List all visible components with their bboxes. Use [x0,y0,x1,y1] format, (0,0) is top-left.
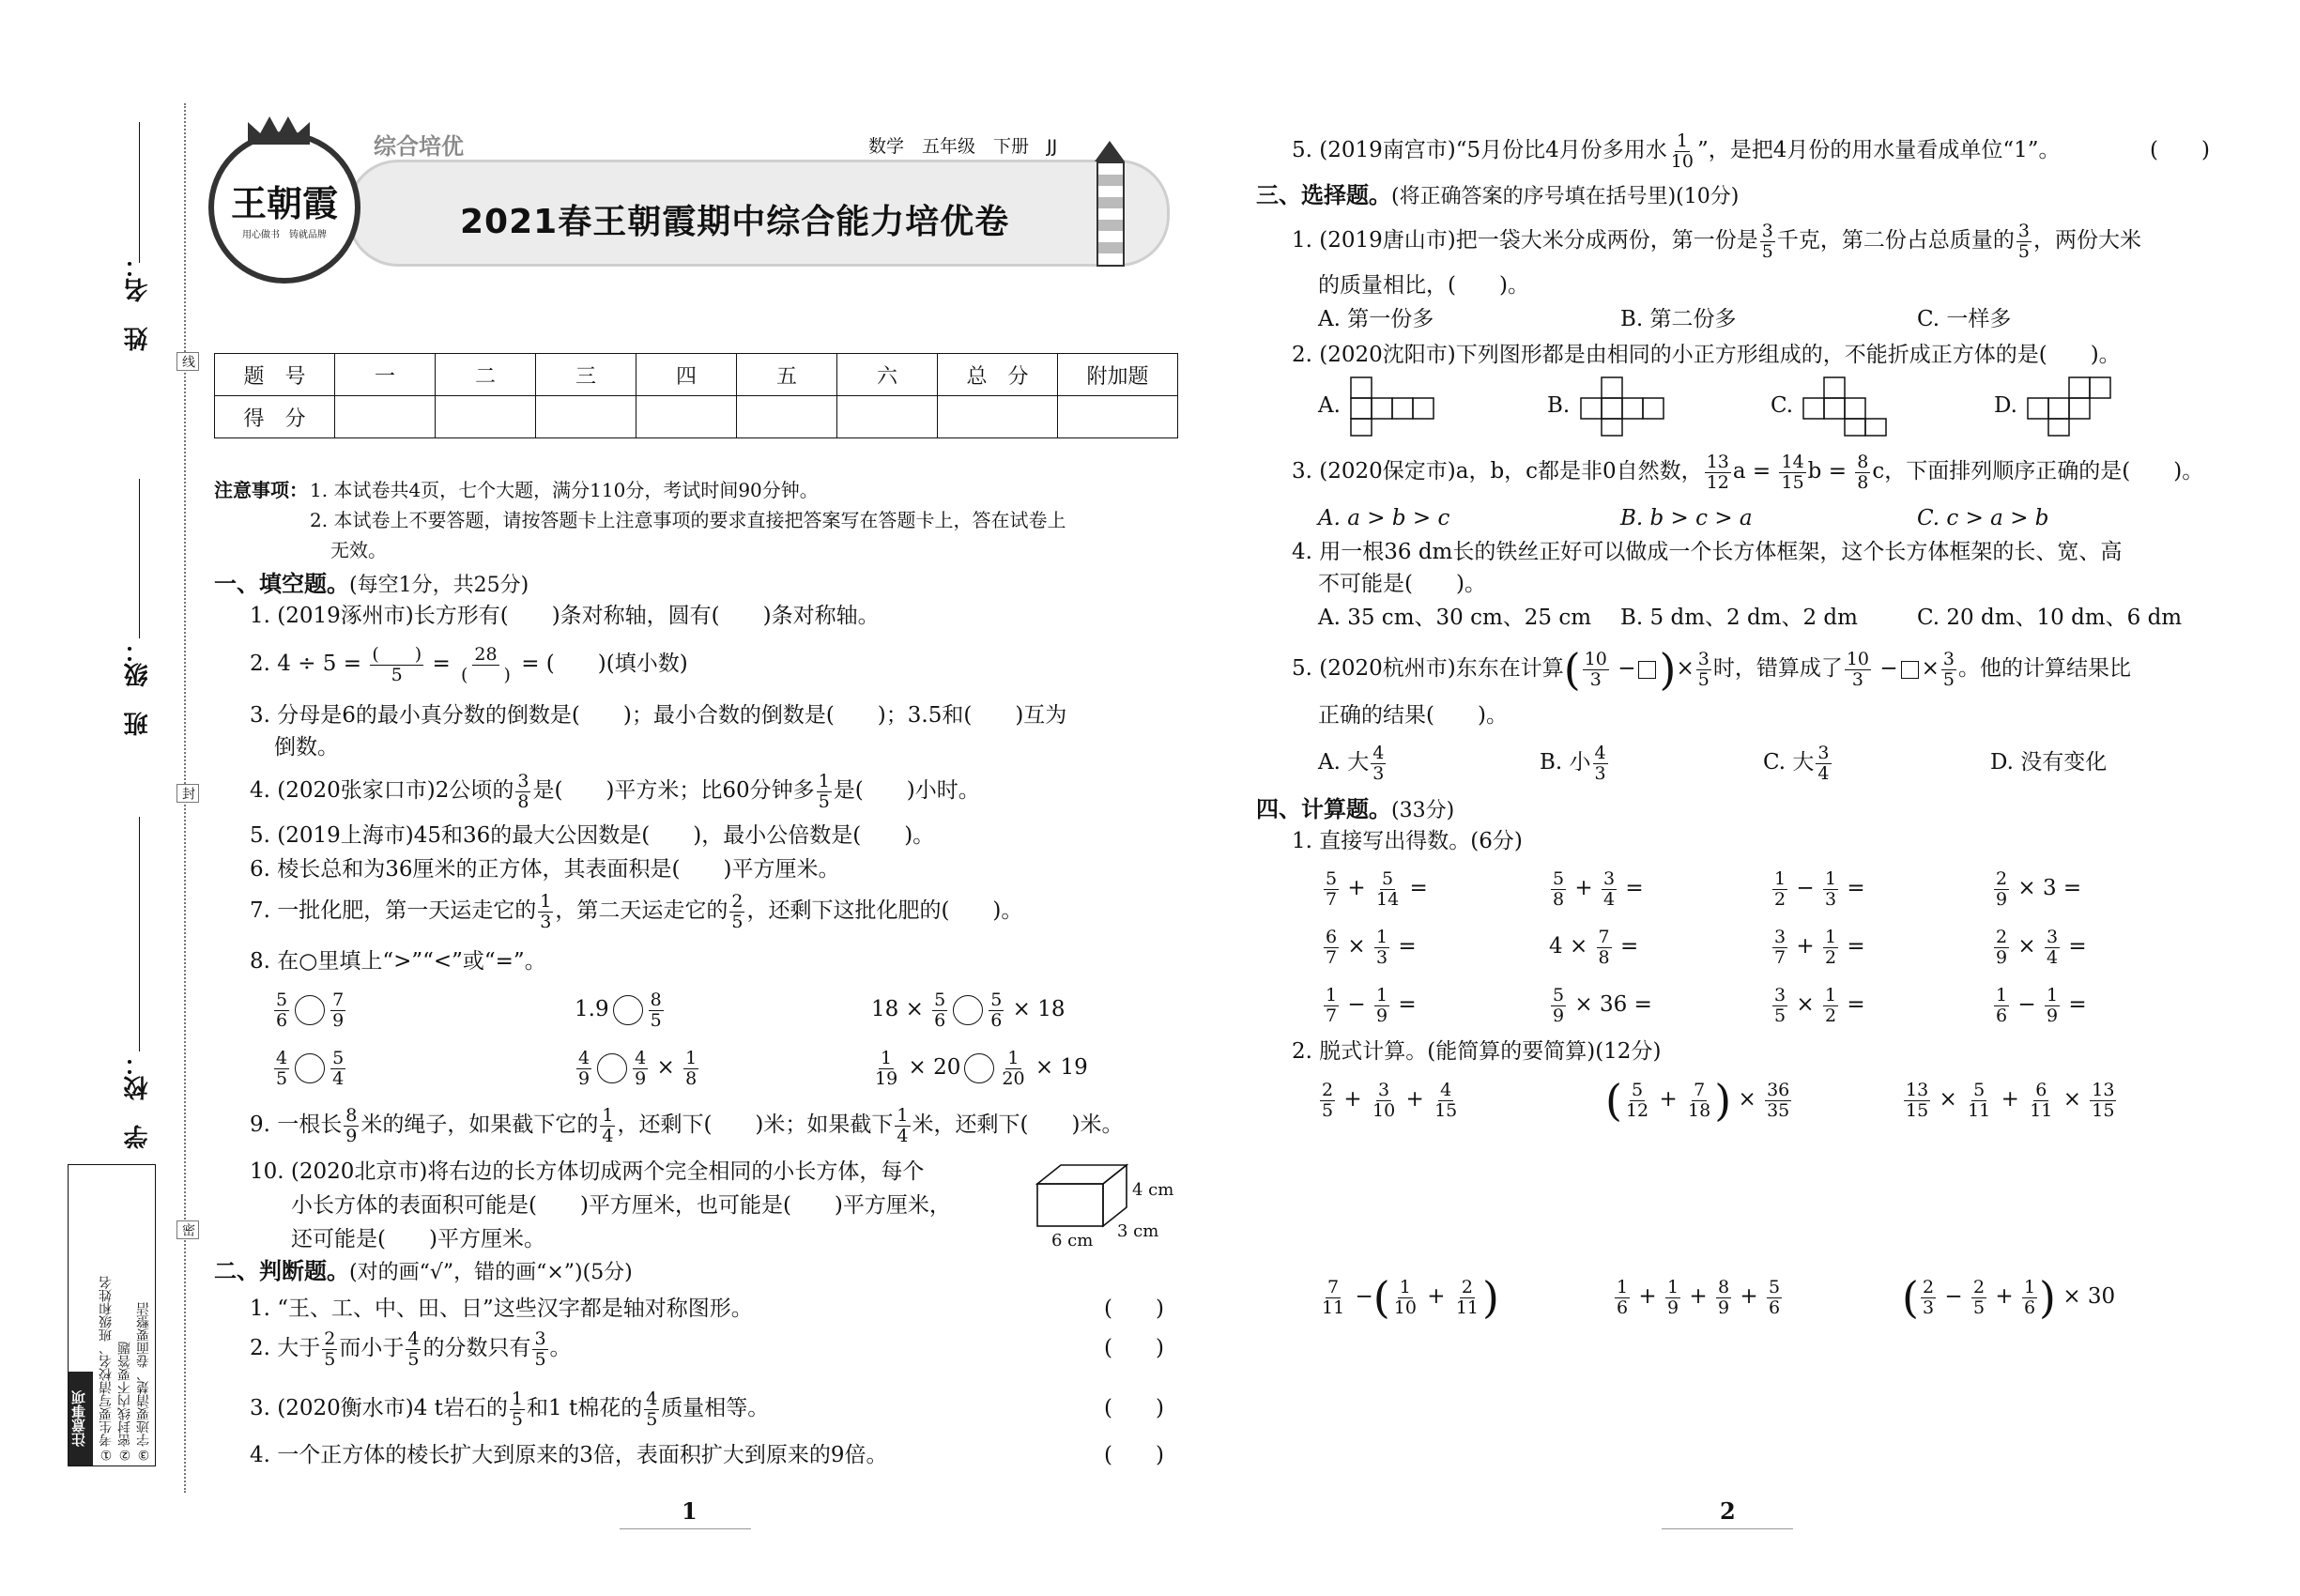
judge-q1: 1. “王、工、中、田、日”这些汉字都是轴对称图形。 [250,1297,753,1321]
notice-line-2: 2. 本试卷上不要答题，请按答题卡上注意事项的要求直接把答案写在答题卡上，答在试卷上 [310,509,1066,531]
score-cell[interactable] [335,396,436,438]
series-label: 综合培优 [368,133,469,160]
judge-q3: 3. (2020衡水市)4 t岩石的 $\frac{1}{5}$ 和1 t棉花的 $\frac{4}{5}$ 质量相等。 [250,1388,770,1430]
sidebar-name-line [139,122,140,263]
sidebar-name-label: 姓 名： [124,253,152,351]
fill-q9: 9. 一根长 $\frac{8}{9}$ 米的绳子，如果截下它的 $\frac{1}{4}$ ，还剩下( )米；如果截下 $\frac{1}{4}$ 米，还剩下( )米。 [250,1104,1124,1146]
choice-q4-line2: 不可能是( )。 [1318,572,1486,596]
score-header-cell: 四 [636,354,737,396]
notice-line-3: 无效。 [330,539,387,561]
score-cell[interactable] [536,396,636,438]
fill-q4: 4. (2020张家口市)2公顷的 $\frac{3}{8}$ 是( )平方米；比60分钟多 $\frac{1}{5}$ 是( )小时。 [250,770,980,812]
page-ornament [620,1528,751,1529]
cuboid-label-height: 4 cm [1132,1180,1174,1200]
sidebar-school-line [139,817,140,1051]
score-header-cell: 附加题 [1058,354,1178,396]
fill-q6: 6. 棱长总和为36厘米的正方体，其表面积是( )平方厘米。 [250,857,840,882]
choice-option[interactable]: C. 20 dm、10 dm、6 dm [1917,606,2183,630]
score-table [214,353,1178,438]
cube-net-a [1347,374,1437,439]
choice-option[interactable]: C. 一样多 [1917,307,2012,331]
choice-q5-line1: 5. (2020杭州市)东东在计算( $\frac{10}{3}$ − )× $\frac{3}{5}$ 时，错算成了 $\frac{10}{3}$ − × $\frac{3}{5}$ 。他的计算结果比 [1292,644,2131,695]
calc-item: $\frac{5}{9}$ × 36 = [1553,984,1652,1026]
score-cell[interactable] [837,396,938,438]
choice-option[interactable]: B. 第二份多 [1620,307,1737,331]
choice-option[interactable]: B. 小 $\frac{4}{3}$ [1540,742,1606,784]
seal-mark-secret: 密 [176,1220,199,1239]
choice-q2: 2. (2020沈阳市)下列图形都是由相同的小正方形组成的，不能折成正方体的是( )。 [1292,343,2121,367]
choice-q3: 3. (2020保定市)a，b，c都是非0自然数， $\frac{13}{12}$ a = $\frac{14}{15}$ b = $\frac{8}{8}$ c，下面排列顺序正确的是( )。 [1292,451,2204,493]
page-number-2: 2 [1720,1497,1736,1525]
calc-item: $\frac{3}{7}$ + $\frac{1}{2}$ = [1774,926,1865,968]
calc-sub2: 2. 脱式计算。(能简算的要简算)(12分) [1292,1039,1662,1064]
page-number-1: 1 [682,1497,698,1525]
compare-circle[interactable] [613,995,643,1025]
calc-item: $\frac{2}{9}$ × $\frac{3}{4}$ = [1996,926,2087,968]
judge-bracket[interactable]: ( ) [1104,1336,1164,1360]
sidebar-notes-title: 注意事项 [69,1372,93,1466]
sidebar-school-label: 学 校： [124,1051,152,1149]
calc-item: $\frac{6}{7}$ × $\frac{1}{3}$ = [1326,926,1417,968]
choice-option[interactable]: C. 大 $\frac{3}{4}$ [1763,742,1830,784]
choice-q5-line2: 正确的结果( )。 [1318,703,1508,728]
compare-item: 18 × $\frac{5}{6}$ $\frac{5}{6}$ × 18 [871,989,1066,1031]
step-calc-item: $\frac{2}{5}$ + $\frac{3}{10}$ + $\frac{4}{15}$ [1322,1079,1458,1121]
choice-option[interactable]: A. 大 $\frac{4}{3}$ [1318,742,1385,784]
lighthouse-icon [1089,141,1130,263]
compare-item: $\frac{4}{9}$ $\frac{4}{9}$ × $\frac{1}{8}$ [578,1047,698,1089]
sidebar-notes-box [68,1164,156,1466]
judge-q2: 2. 大于 $\frac{2}{5}$ 而小于 $\frac{4}{5}$ 的分数只有 $\frac{3}{5}$ 。 [250,1327,572,1370]
compare-circle[interactable] [964,1053,994,1083]
score-header-cell: 题 号 [215,354,335,396]
score-cell[interactable] [436,396,536,438]
compare-item: $\frac{5}{6}$ $\frac{7}{9}$ [276,989,345,1031]
step-calc-item: $\frac{1}{6}$ + $\frac{1}{9}$ + $\frac{8}{9}$ + $\frac{5}{6}$ [1617,1276,1781,1318]
calc-sub1: 1. 直接写出得数。(6分) [1292,829,1523,853]
choice-q4-line1: 4. 用一根36 dm长的铁丝正好可以做成一个长方体框架，这个长方体框架的长、宽、高 [1292,540,2123,564]
sidebar-note-2: ②密封线内不要答题 [117,1342,132,1462]
logo-text: 王朝霞 [230,182,338,224]
logo [208,131,360,284]
fill-q10-line1: 10. (2020北京市)将右边的长方体切成两个完全相同的小长方体，每个 [250,1159,925,1184]
choice-option[interactable]: B. 5 dm、2 dm、2 dm [1620,606,1858,630]
step-calc-item: ( $\frac{5}{12}$ + $\frac{7}{18}$ ) × $\frac{36}{35}$ [1605,1075,1790,1126]
notice-line-1: 1. 本试卷共4页，七个大题，满分110分，考试时间90分钟。 [310,479,819,501]
sidebar-class-line [139,479,140,638]
compare-item: 1.9 $\frac{8}{5}$ [575,989,662,1031]
fill-q3-line1: 3. 分母是6的最小真分数的倒数是( )；最小合数的倒数是( )；3.5和( )互为 [250,703,1067,728]
seal-mark-seal: 封 [176,784,199,803]
judge-bracket[interactable]: ( ) [1104,1396,1164,1420]
course-meta: 数学 五年级 下册 JJ [868,136,1058,157]
fill-q2: 2. 4 ÷ 5 = $\frac{( )}{5}$ = $\frac{28}{( )}$ = ( )(填小数) [250,643,688,685]
score-header-cell: 二 [436,354,536,396]
compare-item: $\frac{1}{19}$ × 20 $\frac{1}{20}$ × 19 [875,1047,1088,1089]
part1-heading: 一、填空题。(每空1分，共25分) [214,571,529,597]
score-header-cell: 六 [837,354,938,396]
judge-q5: 5. (2019南宫市)“5月份比4月份多用水 $\frac{1}{10}$ ”，是把4月份的用水量看成单位“1”。 [1292,130,2061,172]
cuboid-label-length: 6 cm [1051,1231,1094,1251]
fill-q10-line3: 还可能是( )平方厘米。 [291,1227,545,1251]
part2-heading: 二、判断题。(对的画“√”，错的画“×”)(5分) [214,1258,633,1284]
judge-bracket[interactable]: ( ) [2150,138,2210,162]
compare-item: $\frac{4}{5}$ $\frac{5}{4}$ [276,1047,345,1089]
calc-item: 4 × $\frac{7}{8}$ = [1549,926,1639,968]
calc-item: $\frac{1}{6}$ − $\frac{1}{9}$ = [1996,984,2087,1026]
step-calc-item: ( $\frac{2}{3}$ − $\frac{2}{5}$ + $\frac{1}{6}$ ) × 30 [1902,1272,2116,1323]
compare-circle[interactable] [953,995,983,1025]
logo-crown-icon [248,116,310,145]
choice-q1-line2: 的质量相比，( )。 [1318,273,1529,298]
compare-circle[interactable] [597,1053,627,1083]
calc-item: $\frac{3}{5}$ × $\frac{1}{2}$ = [1774,984,1865,1026]
fill-q10-line2: 小长方体的表面积可能是( )平方厘米，也可能是( )平方厘米， [291,1193,951,1218]
calc-item: $\frac{1}{2}$ − $\frac{1}{3}$ = [1774,867,1865,910]
score-header-cell: 一 [335,354,436,396]
calc-item: $\frac{5}{8}$ + $\frac{3}{4}$ = [1553,867,1644,910]
score-cell[interactable] [737,396,837,438]
step-calc-item: $\frac{13}{15}$ × $\frac{5}{11}$ + $\frac{6}{11}$ × $\frac{13}{15}$ [1906,1079,2115,1121]
choice-option-b[interactable]: B. [1547,374,1667,439]
choice-option[interactable]: A. a > b > c [1318,506,1450,530]
notice-label: 注意事项： [214,479,308,501]
sidebar-note-1: ①考生要写清校名、班级和姓名 [99,1276,114,1462]
choice-option[interactable]: A. 35 cm、30 cm、25 cm [1318,606,1592,630]
fill-q7: 7. 一批化肥，第一天运走它的 $\frac{1}{3}$ ，第二天运走它的 $\frac{2}{5}$ ，还剩下这批化肥的( )。 [250,890,1023,932]
score-cell[interactable] [1058,396,1178,438]
exam-title: 2021春王朝霞期中综合能力培优卷 [460,203,1010,241]
fill-q5: 5. (2019上海市)45和36的最大公因数是( )，最小公倍数是( )。 [250,823,935,848]
choice-option[interactable]: A. 第一份多 [1318,307,1434,331]
score-cell[interactable] [938,396,1058,438]
seal-mark-line: 线 [176,352,199,371]
part4-heading: 四、计算题。(33分) [1256,796,1455,822]
choice-option-a[interactable]: A. [1318,374,1437,439]
part3-heading: 三、选择题。(将正确答案的序号填在括号里)(10分) [1256,182,1740,208]
calc-item: $\frac{5}{7}$ + $\frac{5}{14}$ = [1326,867,1428,910]
fill-q3-line2: 倒数。 [274,735,339,760]
choice-q1-line1: 1. (2019唐山市)把一袋大米分成两份，第一份是 $\frac{3}{5}$ 千克，第二份占总质量的 $\frac{3}{5}$ ，两份大米 [1292,220,2141,262]
calc-item: $\frac{1}{7}$ − $\frac{1}{9}$ = [1326,984,1417,1026]
fill-q8: 8. 在○里填上“>”“<”或“=”。 [250,949,546,974]
score-header-cell: 总 分 [938,354,1058,396]
choice-option-d[interactable]: D. [1994,374,2114,439]
fill-q1: 1. (2019涿州市)长方形有( )条对称轴，圆有( )条对称轴。 [250,604,880,628]
cube-net-c [1800,374,1890,439]
page-ornament [1662,1528,1793,1529]
judge-bracket[interactable]: ( ) [1104,1443,1164,1467]
judge-q4: 4. 一个正方体的棱长扩大到原来的3倍，表面积扩大到原来的9倍。 [250,1443,888,1467]
sidebar-class-label: 班 级： [124,638,152,736]
calc-item: $\frac{2}{9}$ × 3 = [1996,867,2082,910]
choice-option-c[interactable]: C. [1771,374,1890,439]
judge-bracket[interactable]: ( ) [1104,1297,1164,1321]
cuboid-label-width: 3 cm [1117,1221,1159,1241]
choice-option[interactable]: D. 没有变化 [1990,750,2108,775]
sidebar-note-3: ③字迹要清楚、卷面要整洁 [136,1302,151,1462]
cube-net-b [1577,374,1667,439]
score-row-label: 得 分 [215,396,335,438]
choice-option[interactable]: B. b > c > a [1620,506,1753,530]
step-calc-item: $\frac{7}{11}$ −( $\frac{1}{10}$ + $\frac{2}{11}$ ) [1322,1272,1499,1323]
score-cell[interactable] [636,396,737,438]
score-header-cell: 五 [737,354,837,396]
cube-net-d [2024,374,2114,439]
compare-circle[interactable] [295,995,325,1025]
logo-subtext: 用心做书 铸就品牌 [242,230,327,240]
score-header-cell: 三 [536,354,636,396]
compare-circle[interactable] [295,1053,325,1083]
choice-option[interactable]: C. c > a > b [1917,506,2049,530]
